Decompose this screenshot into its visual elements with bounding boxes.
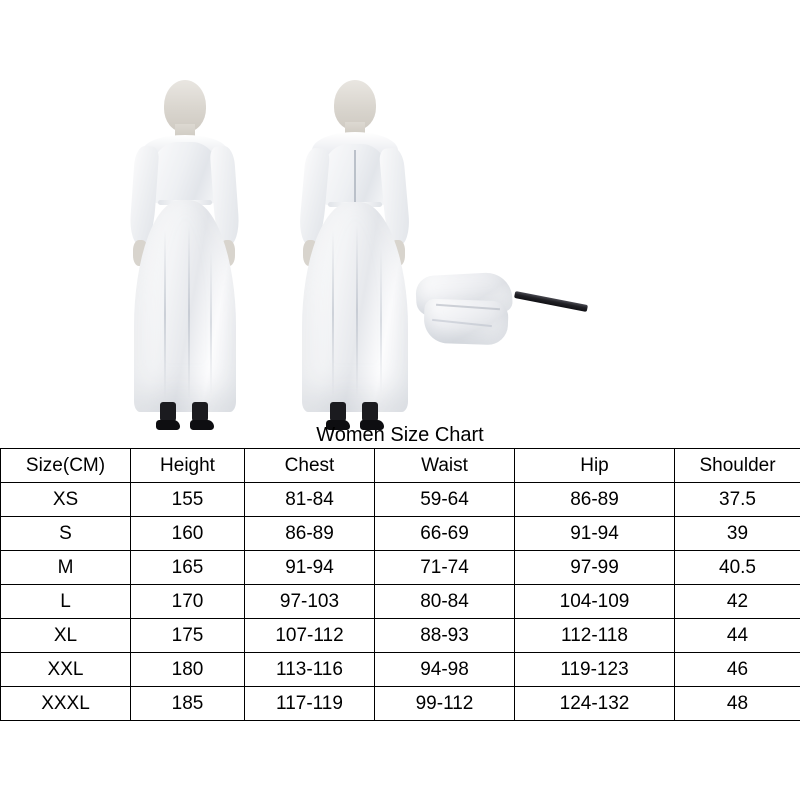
cell-hip: 97-99 bbox=[515, 551, 675, 585]
cell-height: 180 bbox=[131, 653, 245, 687]
skirt-fold-line bbox=[332, 230, 334, 398]
back-center-seam bbox=[354, 150, 356, 206]
cell-waist: 99-112 bbox=[375, 687, 515, 721]
page-title: Women Size Chart bbox=[316, 424, 484, 446]
cell-chest: 81-84 bbox=[245, 483, 375, 517]
cell-waist: 71-74 bbox=[375, 551, 515, 585]
column-header-shoulder: Shoulder bbox=[675, 449, 800, 483]
table-row bbox=[1, 619, 800, 653]
cell-waist: 59-64 bbox=[375, 483, 515, 517]
column-header-chest: Chest bbox=[245, 449, 375, 483]
cell-hip: 124-132 bbox=[515, 687, 675, 721]
cell-hip: 104-109 bbox=[515, 585, 675, 619]
column-header-waist: Waist bbox=[375, 449, 515, 483]
cell-size: XS bbox=[1, 483, 131, 517]
cell-shoulder: 37.5 bbox=[675, 483, 800, 517]
cell-waist: 94-98 bbox=[375, 653, 515, 687]
cell-size: XXL bbox=[1, 653, 131, 687]
table-row bbox=[1, 483, 800, 517]
dress-bodice bbox=[150, 142, 220, 204]
cell-shoulder: 39 bbox=[675, 517, 800, 551]
folded-garment-group bbox=[410, 270, 590, 360]
cell-chest: 97-103 bbox=[245, 585, 375, 619]
cell-height: 165 bbox=[131, 551, 245, 585]
skirt-fold-line bbox=[380, 248, 382, 394]
cell-shoulder: 40.5 bbox=[675, 551, 800, 585]
cell-size: XL bbox=[1, 619, 131, 653]
cell-waist: 88-93 bbox=[375, 619, 515, 653]
cell-chest: 117-119 bbox=[245, 687, 375, 721]
skirt-fold-line bbox=[210, 250, 212, 395]
model-back-view bbox=[282, 80, 427, 430]
size-chart-table bbox=[0, 448, 800, 721]
cell-chest: 91-94 bbox=[245, 551, 375, 585]
skirt-fold-line bbox=[164, 230, 166, 400]
cell-waist: 80-84 bbox=[375, 585, 515, 619]
column-header-size: Size(CM) bbox=[1, 449, 131, 483]
model-front-view bbox=[112, 80, 257, 430]
column-header-hip: Hip bbox=[515, 449, 675, 483]
cell-waist: 66-69 bbox=[375, 517, 515, 551]
cell-height: 185 bbox=[131, 687, 245, 721]
cell-size: L bbox=[1, 585, 131, 619]
table-row bbox=[1, 517, 800, 551]
cell-hip: 112-118 bbox=[515, 619, 675, 653]
cell-height: 175 bbox=[131, 619, 245, 653]
cell-shoulder: 42 bbox=[675, 585, 800, 619]
cell-chest: 107-112 bbox=[245, 619, 375, 653]
table-header-row bbox=[1, 449, 800, 483]
cell-hip: 119-123 bbox=[515, 653, 675, 687]
skirt-fold-line bbox=[188, 225, 190, 400]
cell-shoulder: 44 bbox=[675, 619, 800, 653]
cell-shoulder: 48 bbox=[675, 687, 800, 721]
cell-hip: 91-94 bbox=[515, 517, 675, 551]
table-row bbox=[1, 585, 800, 619]
column-header-height: Height bbox=[131, 449, 245, 483]
cell-height: 170 bbox=[131, 585, 245, 619]
table-row bbox=[1, 653, 800, 687]
cell-height: 160 bbox=[131, 517, 245, 551]
table-row bbox=[1, 551, 800, 585]
cell-shoulder: 46 bbox=[675, 653, 800, 687]
cell-chest: 113-116 bbox=[245, 653, 375, 687]
cell-chest: 86-89 bbox=[245, 517, 375, 551]
cell-hip: 86-89 bbox=[515, 483, 675, 517]
black-belt bbox=[514, 291, 588, 312]
cell-size: M bbox=[1, 551, 131, 585]
cell-size: XXXL bbox=[1, 687, 131, 721]
skirt-fold-line bbox=[356, 225, 358, 397]
cell-size: S bbox=[1, 517, 131, 551]
table-row bbox=[1, 687, 800, 721]
cell-height: 155 bbox=[131, 483, 245, 517]
